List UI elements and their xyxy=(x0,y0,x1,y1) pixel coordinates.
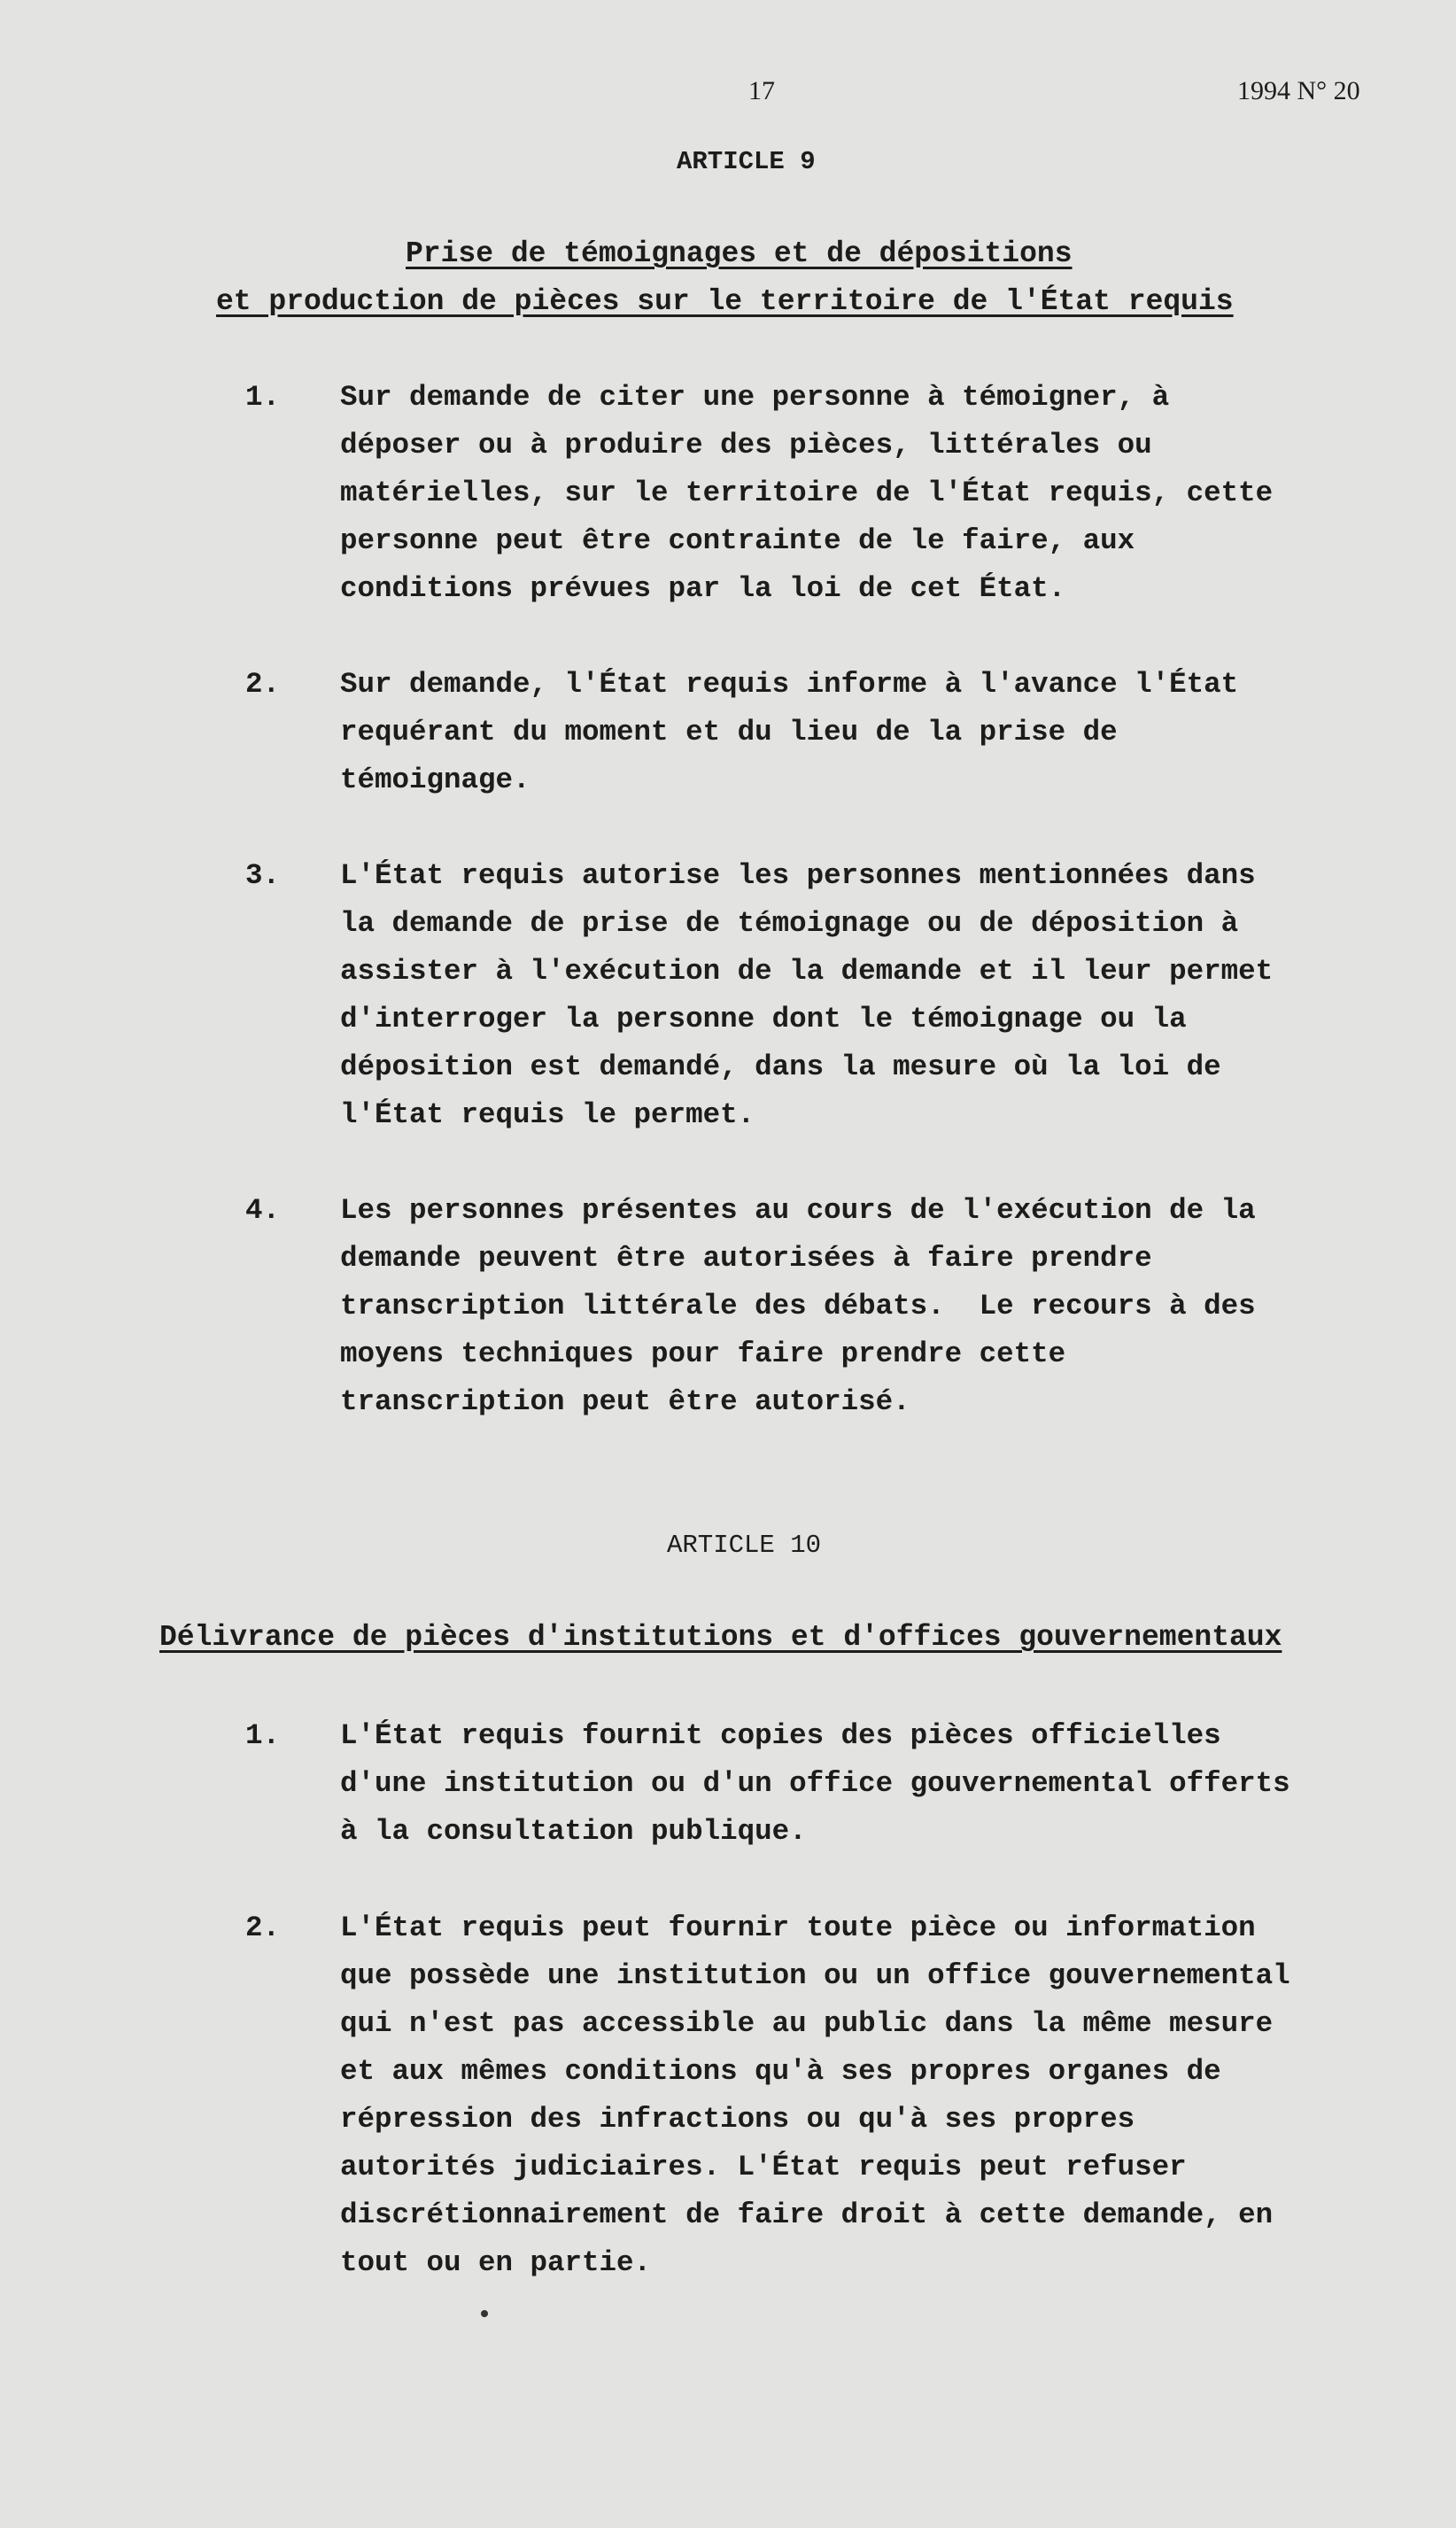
article-9-title: ARTICLE 9 xyxy=(677,147,816,176)
text-line: transcription peut être autorisé. xyxy=(340,1385,910,1418)
paragraph-number: 2. xyxy=(245,1912,281,1944)
paragraph-number: 2. xyxy=(245,668,281,701)
text-line: qui n'est pas accessible au public dans la même mesure xyxy=(340,2007,1274,2040)
text-line: demande peuvent être autorisées à faire prendre xyxy=(340,1242,1152,1275)
text-line: que possède une institution ou un office gouvernemental xyxy=(340,1959,1290,1992)
paragraph-text xyxy=(340,374,1359,613)
paragraph-text xyxy=(340,1904,1359,2287)
paragraph-number: 1. xyxy=(245,1719,281,1752)
text-line: d'une institution ou d'un office gouvernemental offerts xyxy=(340,1767,1290,1800)
text-line: tout ou en partie. xyxy=(340,2246,652,2279)
text-line: Sur demande, l'État requis informe à l'avance l'État xyxy=(340,668,1239,701)
article-10-title: ARTICLE 10 xyxy=(667,1531,822,1560)
text-line: déposition est demandé, dans la mesure où la loi de xyxy=(340,1051,1221,1083)
text-line: et aux mêmes conditions qu'à ses propres organes de xyxy=(340,2055,1221,2088)
text-line: L'État requis fournit copies des pièces officielles xyxy=(340,1719,1221,1752)
text-line: transcription littérale des débats. Le recours à des xyxy=(340,1290,1256,1322)
text-line: déposer ou à produire des pièces, littérales ou xyxy=(340,429,1152,461)
text-line: L'État requis autorise les personnes mentionnées dans xyxy=(340,859,1256,892)
paragraph-text xyxy=(340,1712,1359,1856)
text-line: à la consultation publique. xyxy=(340,1815,807,1848)
article-9-heading-line1: Prise de témoignages et de dépositions xyxy=(406,237,1073,270)
paragraph-number: 4. xyxy=(245,1194,281,1227)
paragraph-number: 1. xyxy=(245,381,281,414)
text-line: autorités judiciaires. L'État requis peut refuser xyxy=(340,2151,1187,2183)
text-line: requérant du moment et du lieu de la prise de xyxy=(340,716,1118,748)
page-number: 17 xyxy=(748,76,775,105)
text-line: matérielles, sur le territoire de l'État requis, cette xyxy=(340,477,1274,509)
text-line: témoignage. xyxy=(340,764,531,796)
text-line: Sur demande de citer une personne à témoigner, à xyxy=(340,381,1170,414)
article-10-heading: Délivrance de pièces d'institutions et d'offices gouvernementaux xyxy=(159,1621,1282,1654)
text-line: la demande de prise de témoignage ou de déposition à xyxy=(340,907,1239,940)
text-line: répression des infractions ou qu'à ses propres xyxy=(340,2103,1135,2136)
paragraph-text xyxy=(340,1187,1359,1426)
text-line: Les personnes présentes au cours de l'exécution de la xyxy=(340,1194,1256,1227)
text-line: conditions prévues par la loi de cet État. xyxy=(340,572,1066,605)
article-9-heading-line2: et production de pièces sur le territoire de l'État requis xyxy=(216,285,1234,318)
paragraph-text xyxy=(340,661,1359,804)
text-line: personne peut être contrainte de le faire, aux xyxy=(340,524,1135,557)
paragraph-number: 3. xyxy=(245,859,281,892)
text-line: assister à l'exécution de la demande et il leur permet xyxy=(340,955,1274,988)
ink-dot xyxy=(481,2310,488,2317)
text-line: d'interroger la personne dont le témoignage ou la xyxy=(340,1003,1187,1035)
text-line: moyens techniques pour faire prendre cette xyxy=(340,1338,1066,1370)
text-line: discrétionnairement de faire droit à cette demande, en xyxy=(340,2198,1274,2231)
paragraph-text xyxy=(340,852,1359,1139)
issue-number: 1994 N° 20 xyxy=(1237,76,1360,105)
text-line: l'État requis le permet. xyxy=(340,1098,755,1131)
text-line: L'État requis peut fournir toute pièce ou information xyxy=(340,1912,1256,1944)
